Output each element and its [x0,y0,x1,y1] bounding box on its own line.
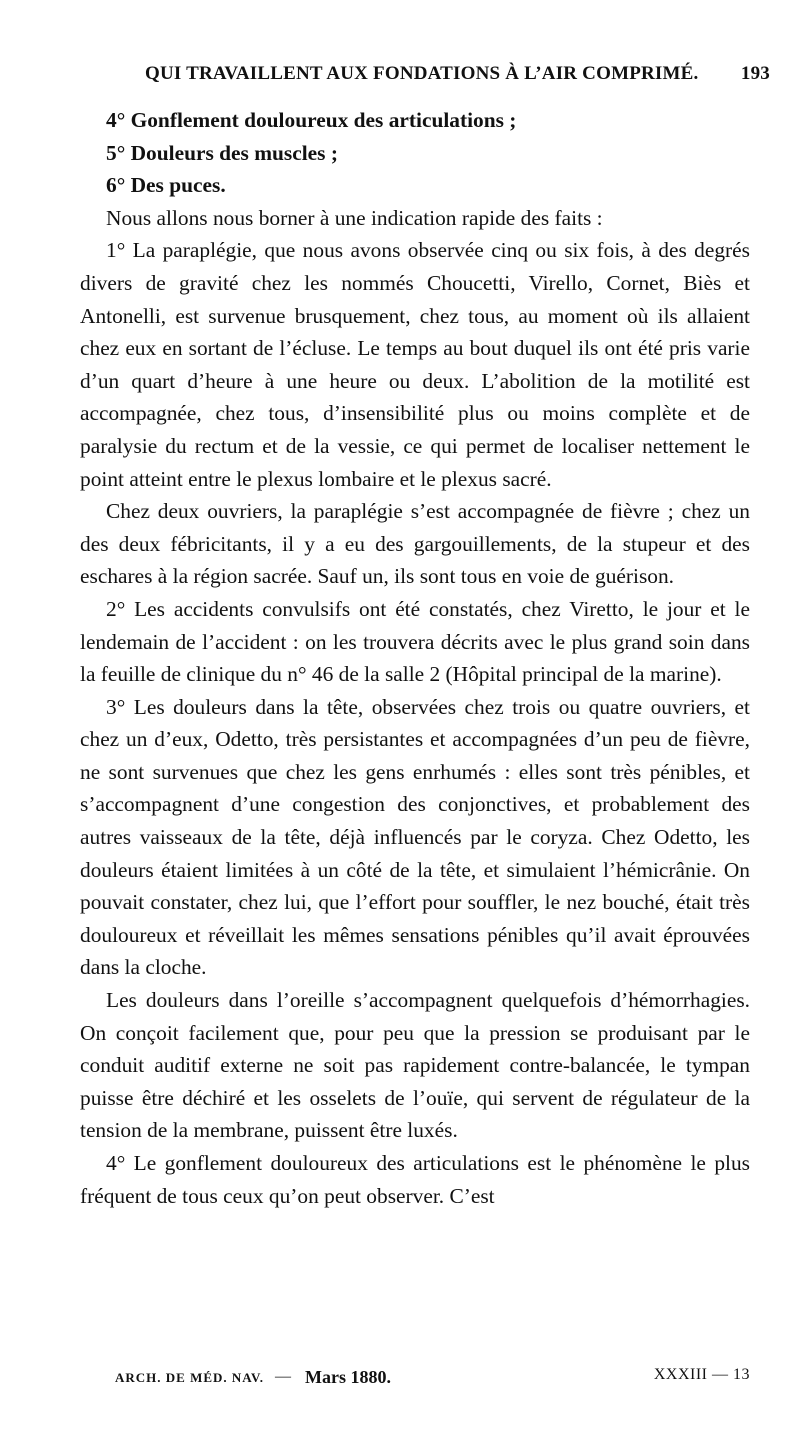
intro-paragraph: Nous allons nous borner à une indication rapide des faits : [106,205,603,230]
list-item-gonflement: 4° Gonflement douloureux des articulations ; [106,108,517,132]
list-item-douleurs-muscles: 5° Douleurs des muscles ; [106,140,338,165]
footer-signature: XXXIII — 13 [653,1366,750,1383]
footer-date: Mars 1880. [305,1367,391,1387]
list-item-puces: 6° Des puces. [106,173,226,198]
paragraph-articulations: 4° Le gonflement douloureux des articulations est le phénomène le plus fréquent de tous ceux qu’on peut observer. C’est [80,1151,750,1208]
page-number: 193 [740,63,770,84]
body-text [80,104,750,1212]
paragraph-paraplegie: 1° La paraplégie, que nous avons observée cinq ou six fois, à des degrés divers de gravité chez les nommés Choucetti, Virello, Cornet, Biès et Antonelli, est survenue brusquement, chez tous, au moment où ils allaient chez eux en sortant de l’écluse. Le temps au bout duquel ils ont été pris varie d’un quart d’heure à une heure ou deux. L’abolition de la motilité est accompagnée, chez tous, d’insensibilité plus ou moins complète et de paralysie du rectum et de la vessie, ce qui permet de localiser nettement le point atteint entre le plexus lombaire et le plexus sacré. [80,238,750,491]
footer-separator: — [275,1368,291,1385]
paragraph-douleurs-tete: 3° Les douleurs dans la tête, observées chez trois ou quatre ouvriers, et chez un d’eux, Odetto, très persistantes et accompagnées d’un peu de fièvre, ne sont survenues que chez les gens enrhumés : elles sont très pénibles, et s’accompagnent d’une congestion des conjonctives, et probablement des autres vaisseaux de la tête, déjà influencés par le coryza. Chez Odetto, les douleurs étaient limitées à un côté de la tête, et simulaient l’hémicrânie. On pouvait constater, chez lui, que l’effort pour souffler, le nez bouché, était très douloureux et réveillait les mêmes sensations pénibles qu’il avait éprouvées dans la cloche. [80,694,750,980]
paragraph-convulsifs: 2° Les accidents convulsifs ont été constatés, chez Viretto, le jour et le lendemain de l’accident : on les trouvera décrits avec le plus grand soin dans la feuille de clinique du n° 46 de la salle 2 (Hôpital principal de la marine). [80,596,750,687]
paragraph-fievre: Chez deux ouvriers, la paraplégie s’est accompagnée de fièvre ; chez un des deux fébricitants, il y a eu des gargouillements, de la stupeur et des eschares à la région sacrée. Sauf un, ils sont tous en voie de guérison. [80,499,750,589]
page-footer [115,1368,750,1396]
running-head [100,63,770,93]
paragraph-oreille: Les douleurs dans l’oreille s’accompagnent quelquefois d’hémorrhagies. On conçoit facilement que, pour peu que la pression se produisant par le conduit auditif externe ne soit pas rapidement contre-balancée, le tympan puisse être déchiré et les osselets de l’ouïe, qui servent de régulateur de la tension de la membrane, puissent être luxés. [80,988,750,1143]
footer-journal: ARCH. DE MÉD. NAV. [115,1370,264,1385]
running-title: QUI TRAVAILLENT AUX FONDATIONS À L’AIR COMPRIMÉ. [145,63,699,84]
